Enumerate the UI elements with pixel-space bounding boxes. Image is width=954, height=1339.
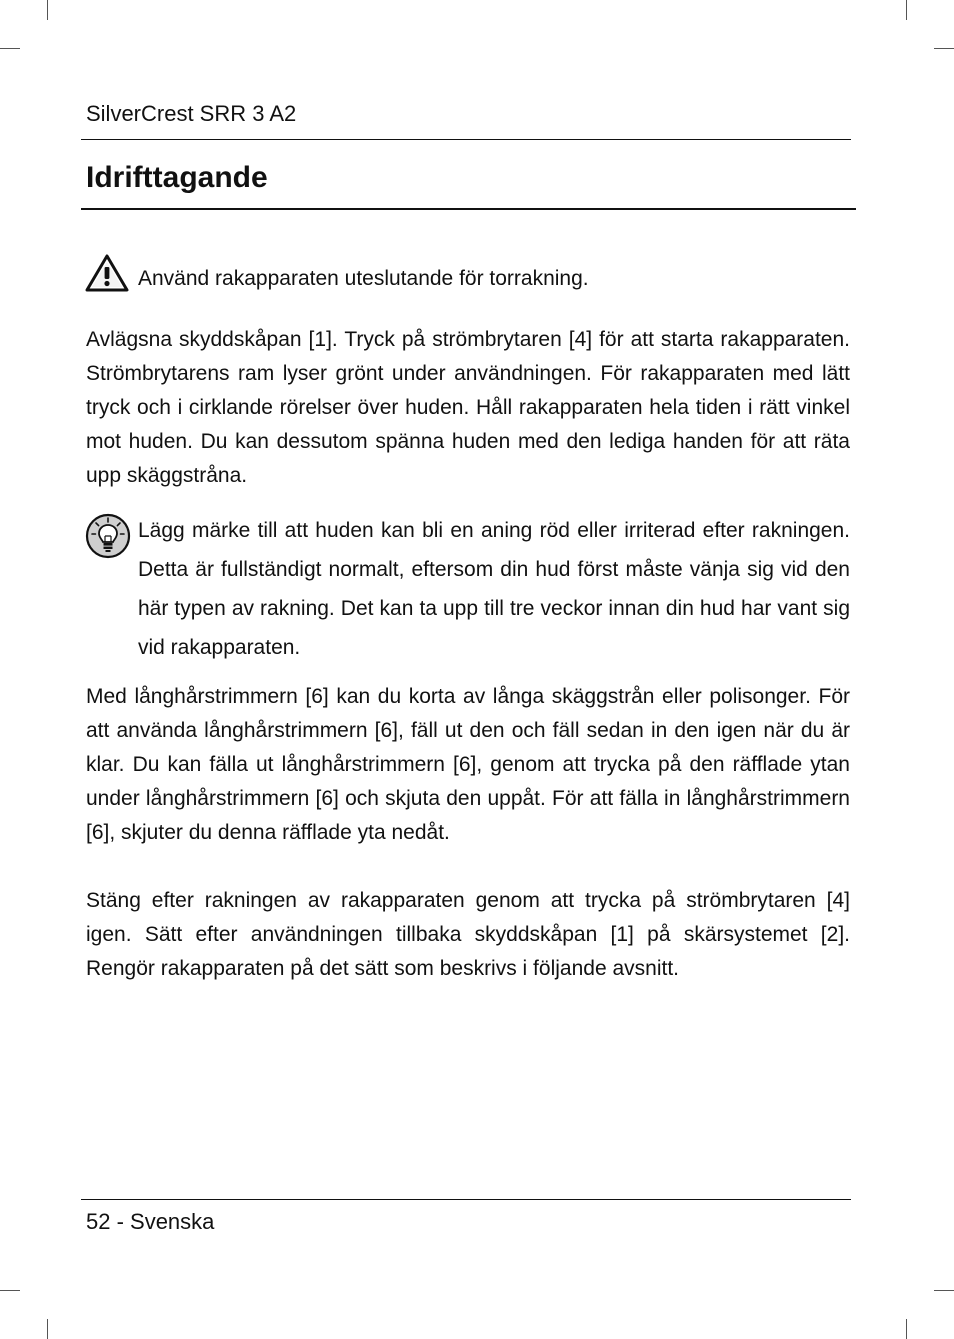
crop-mark — [47, 1319, 48, 1339]
title-rule — [81, 208, 856, 210]
tip-note: Lägg märke till att huden kan bli en aning röd eller irriterad efter rakningen. Detta är fullständigt normalt, eftersom din hud först måste vänja sig vid den här typen av rakning. Det kan ta upp till tre veckor innan din hud har vant sig vid rakapparaten. — [138, 519, 850, 659]
crop-mark — [47, 0, 48, 20]
body-paragraph: Med långhårstrimmern [6] kan du korta av långa skäggstrån eller polisonger. För att använda långhårstrimmern [6], fäll ut den och fäll sedan in den igen när du är klar. Du kan fälla ut långhårstrimmern [6], genom att trycka på den räfflade ytan under långhårstrimmern [6] och skjuta den uppåt. För att fälla in långhårstrimmern [6], skjuter du denna räfflade yta nedåt. — [86, 685, 850, 844]
header-rule — [81, 139, 851, 140]
footer-rule — [81, 1199, 851, 1200]
crop-mark — [934, 1290, 954, 1291]
body-paragraph: Avlägsna skyddskåpan [1]. Tryck på strömbrytaren [4] för att starta rakapparaten. Strömbrytarens ram lyser grönt under användningen. För rakapparaten med lätt tryck och i cirklande rörelser över huden. Håll rakapparaten hela tiden i rätt vinkel mot huden. Du kan dessutom spänna huden med den lediga handen för att räta upp skäggstråna. — [86, 328, 850, 487]
crop-mark — [906, 0, 907, 20]
crop-mark — [0, 48, 20, 49]
warning-note: Använd rakapparaten uteslutande för torrakning. — [138, 267, 589, 290]
page-footer: 52 - Svenska — [86, 1209, 215, 1234]
section-title: Idrifttagande — [86, 161, 268, 194]
crop-mark — [0, 1290, 20, 1291]
crop-mark — [934, 48, 954, 49]
body-paragraph: Stäng efter rakningen av rakapparaten genom att trycka på strömbrytaren [4] igen. Sätt efter användningen tillbaka skyddskåpan [1] på skärsystemet [2]. Rengör rakapparaten på det sätt som beskrivs i följande avsnitt. — [86, 889, 850, 980]
lightbulb-icon — [84, 512, 132, 560]
crop-mark — [906, 1319, 907, 1339]
running-header: SilverCrest SRR 3 A2 — [86, 101, 297, 126]
warning-triangle-icon — [84, 253, 130, 293]
